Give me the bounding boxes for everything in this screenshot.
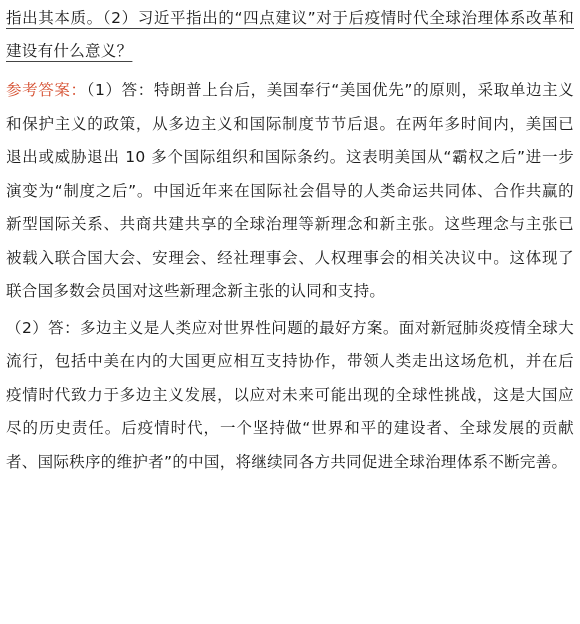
answer-part-2: （2）答：多边主义是人类应对世界性问题的最好方案。面对新冠肺炎疫情全球大流行，包括中美在内的大国更应相互支持协作，带领人类走出这场危机，并在后疫情时代致力于多边主义发展，以应对未来可能出现的全球性挑战，这是大国应尽的历史责任。后疫情时代，一个坚持做“世界和平的建设者、全球发展的贡献者、国际秩序的维护者”的中国，将继续同各方共同促进全球治理体系不断完善。 xyxy=(6,318,574,471)
answer-part-1 xyxy=(6,74,574,309)
reference-answer-label: 参考答案： xyxy=(6,81,87,99)
answer-part-1-text: （1）答：特朗普上台后，美国奉行“美国优先”的原则，采取单边主义和保护主义的政策，从多边主义和国际制度节节后退。在两年多时间内，美国已退出或威胁退出 10 多个国际组织和国际条约。这表明美国从“霸权之后”进一步演变为“制度之后”。中国近年来在国际社会倡导的人类命运共同体、合作共赢的新型国际关系、共商共建共享的全球治理等新理念和新主张。这些理念与主张已被载入联合国大会、安理会、经社理事会、人权理事会的相关决议中。这体现了联合国多数会员国对这些新理念新主张的认同和支持。 xyxy=(6,81,574,300)
question-text: 指出其本质。（2）习近平指出的“四点建议”对于后疫情时代全球治理体系改革和建设有什么意义？ xyxy=(6,9,574,60)
